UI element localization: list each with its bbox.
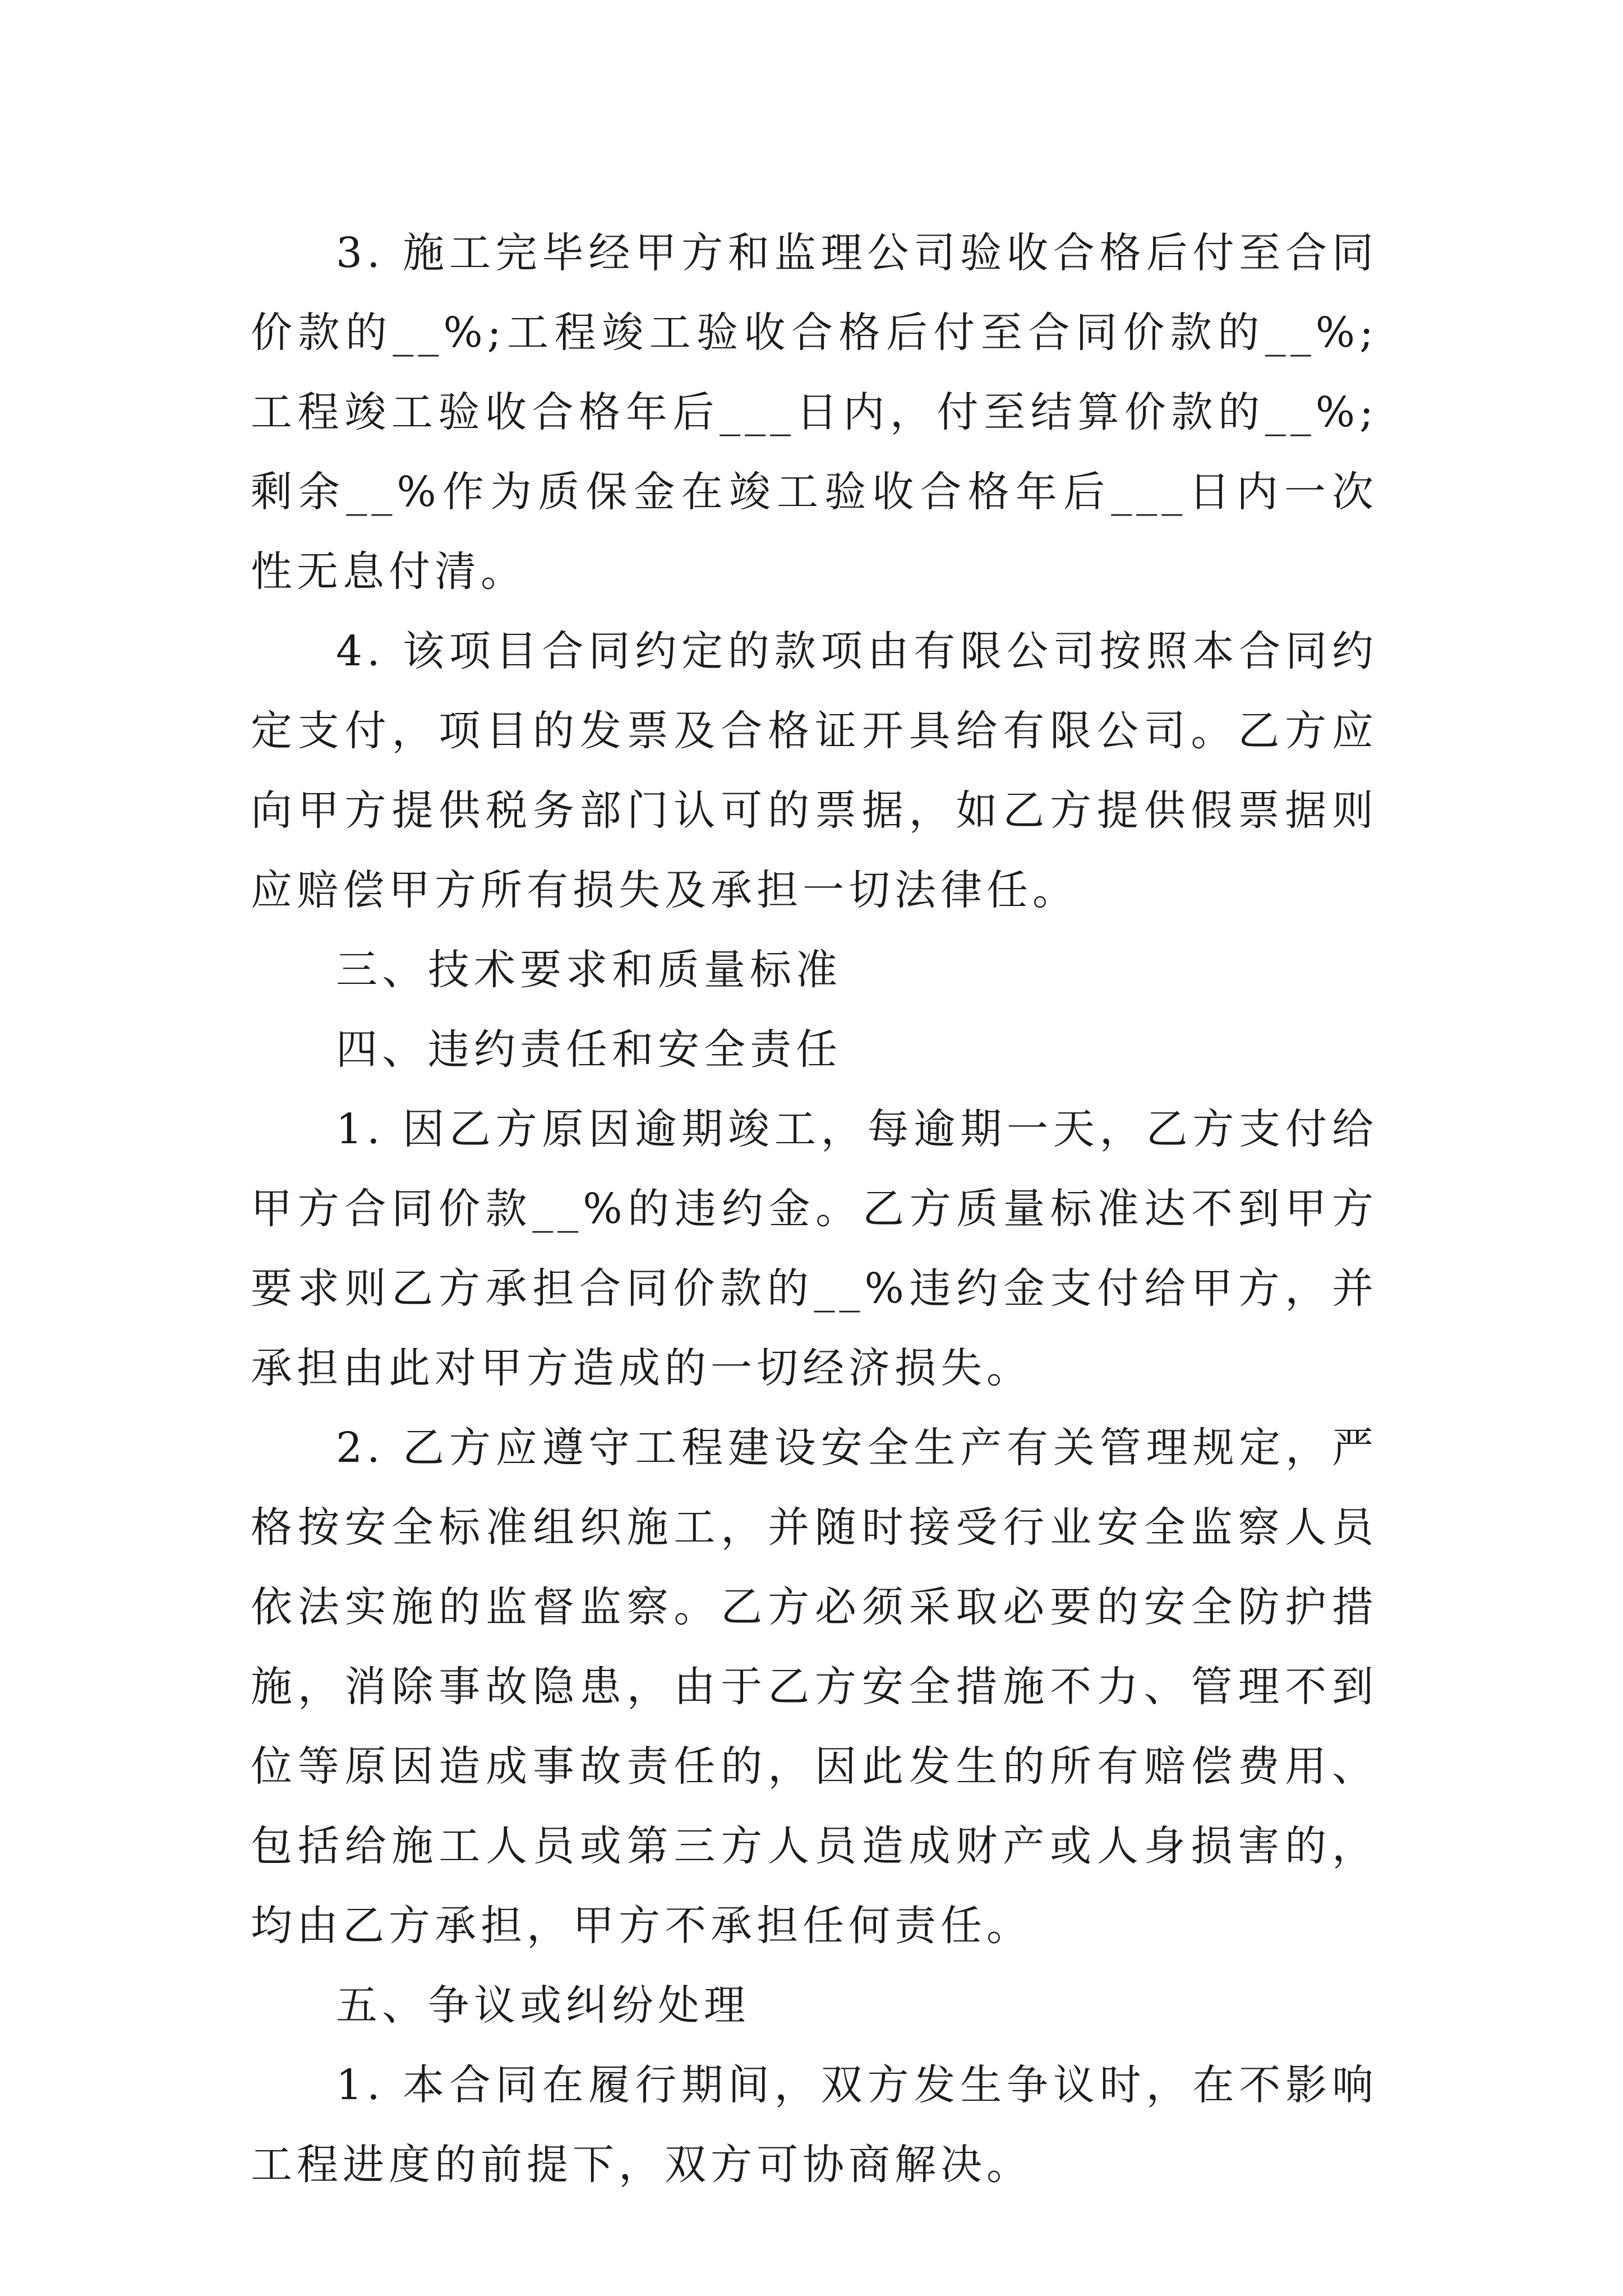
document-body: [251, 213, 1378, 2205]
paragraph-payment-3: 3. 施工完毕经甲方和监理公司验收合格后付至合同价款的__%;工程竣工验收合格后付至合同价款的__%;工程竣工验收合格年后___日内，付至结算价款的__%;剩余__%作为质保金在竣工验收合格年后___日内一次性无息付清。: [251, 229, 1378, 596]
section-heading-liability: 四、违约责任和安全责任: [336, 1025, 842, 1074]
section-heading-technical: 三、技术要求和质量标准: [336, 946, 842, 994]
paragraph-payment-4: 4. 该项目合同约定的款项由有限公司按照本合同约定支付，项目的发票及合格证开具给有限公司。乙方应向甲方提供税务部门认可的票据，如乙方提供假票据则应赔偿甲方所有损失及承担一切法律任。: [251, 627, 1378, 914]
paragraph-liability-1: 1. 因乙方原因逾期竣工，每逾期一天，乙方支付给甲方合同价款__%的违约金。乙方质量标准达不到甲方要求则乙方承担合同价款的__%违约金支付给甲方，并承担由此对甲方造成的一切经济损失。: [251, 1105, 1378, 1392]
paragraph-dispute-1: 1. 本合同在履行期间，双方发生争议时，在不影响工程进度的前提下，双方可协商解决。: [251, 2061, 1378, 2189]
paragraph-liability-2: 2. 乙方应遵守工程建设安全生产有关管理规定，严格按安全标准组织施工，并随时接受行业安全监察人员依法实施的监督监察。乙方必须采取必要的安全防护措施，消除事故隐患，由于乙方安全措施不力、管理不到位等原因造成事故责任的，因此发生的所有赔偿费用、包括给施工人员或第三方人员造成财产或人身损害的，均由乙方承担，甲方不承担任何责任。: [251, 1424, 1378, 1950]
section-heading-dispute: 五、争议或纠纷处理: [336, 1981, 750, 2030]
